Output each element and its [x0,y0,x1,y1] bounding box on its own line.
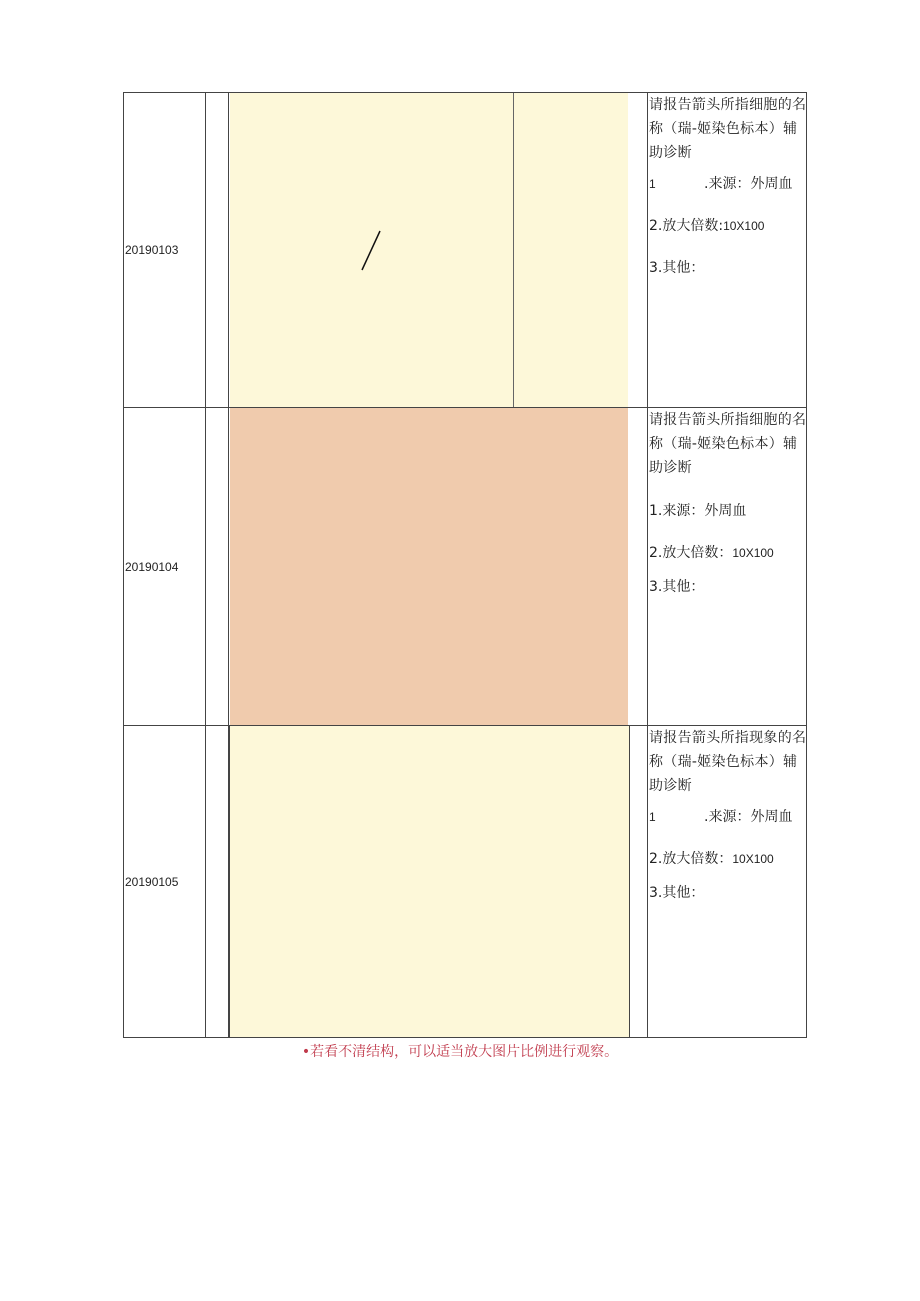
source-text: .来源：外周血 [704,176,793,192]
table-row [123,92,807,407]
specimen-id-cell [124,408,206,725]
magnification-line [649,214,764,238]
magnification-value: 10X100 [723,219,765,233]
specimen-id-cell [124,726,206,1037]
question-text: 请报告箭头所指现象的名称（瑞-姬染色标本）辅助诊断 [649,730,807,794]
source-text: .来源：外周血 [704,809,793,825]
source-number: 1 [649,177,656,191]
source-number: 1 [649,810,656,824]
question-cell [647,726,807,1037]
magnification-line [649,847,774,871]
footnote: •若看不清结构，可以适当放大图片比例进行观察。 [301,1044,619,1060]
question-cell [647,408,807,725]
specimen-image [229,726,630,1037]
table-row [123,725,807,1038]
question-text: 请报告箭头所指细胞的名称（瑞-姬染色标本）辅助诊断 [649,412,807,476]
blank-cell [206,93,229,407]
source-line [649,805,792,829]
magnification-label: 2.放大倍数： [649,851,733,867]
source-line: 1.来源：外周血 [649,503,747,519]
specimen-table [123,92,807,1038]
magnification-line [649,541,774,565]
magnification-label: 2.放大倍数： [649,545,733,561]
specimen-id: 20190103 [125,243,179,257]
blank-cell [206,408,229,725]
magnification-value: 10X100 [732,546,774,560]
other-line: 3.其他： [649,260,705,276]
arrow-icon [230,93,513,407]
magnification-value: 10X100 [732,852,774,866]
source-line [649,172,792,196]
other-line: 3.其他： [649,579,705,595]
specimen-image-strip [514,93,628,407]
question-cell [647,93,807,407]
specimen-image [230,408,628,725]
blank-cell [206,726,229,1037]
specimen-image [230,93,514,407]
magnification-label: 2.放大倍数: [649,218,724,234]
specimen-id-cell [124,93,206,407]
specimen-id: 20190105 [125,874,179,889]
question-text: 请报告箭头所指细胞的名称（瑞-姬染色标本）辅助诊断 [649,97,807,161]
specimen-id: 20190104 [125,559,179,574]
table-row [123,407,807,725]
other-line: 3.其他： [649,885,705,901]
